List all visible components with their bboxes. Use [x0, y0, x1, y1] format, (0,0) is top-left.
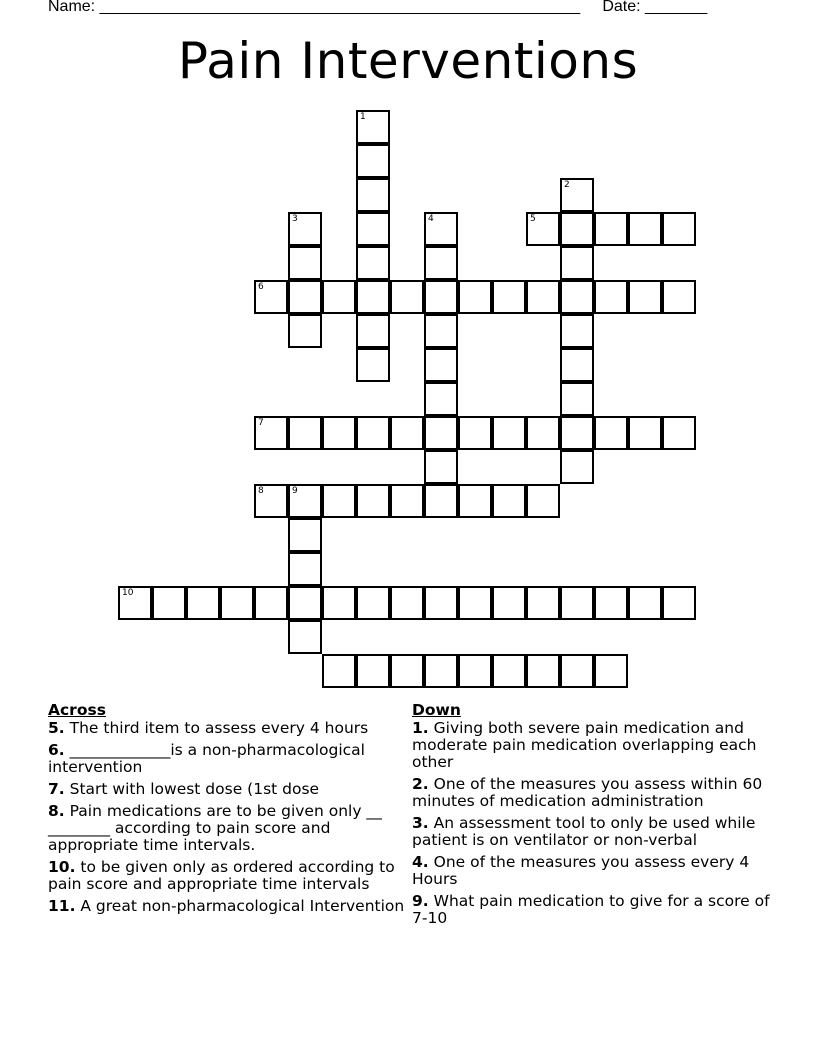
clue-num: 5.	[48, 719, 65, 737]
grid-cell[interactable]	[560, 212, 594, 246]
clue-text: One of the measures you assess within 60 minutes of medication administration	[412, 775, 763, 810]
grid-cell[interactable]	[356, 246, 390, 280]
clue-num: 2.	[412, 775, 429, 793]
grid-cell[interactable]	[560, 416, 594, 450]
grid-cell[interactable]	[560, 246, 594, 280]
grid-cell[interactable]	[390, 280, 424, 314]
grid-cell[interactable]	[254, 280, 288, 314]
clue-number: 2	[564, 180, 570, 190]
grid-cell[interactable]	[390, 586, 424, 620]
grid-cell[interactable]	[560, 382, 594, 416]
clue-number: 1	[360, 112, 366, 122]
grid-cell[interactable]	[424, 586, 458, 620]
clue-number: 8	[258, 486, 264, 496]
grid-cell[interactable]	[424, 416, 458, 450]
grid-cell[interactable]	[628, 212, 662, 246]
grid-cell[interactable]	[628, 586, 662, 620]
grid-cell[interactable]	[526, 654, 560, 688]
grid-cell[interactable]	[322, 586, 356, 620]
grid-cell[interactable]	[424, 212, 458, 246]
clue-num: 7.	[48, 780, 65, 798]
grid-cell[interactable]	[492, 416, 526, 450]
grid-cell[interactable]	[288, 552, 322, 586]
grid-cell[interactable]	[492, 484, 526, 518]
clue-text: Giving both severe pain medication and moderate pain medication overlapping each other	[412, 719, 757, 771]
clue-number: 5	[530, 214, 536, 224]
grid-cell[interactable]	[594, 586, 628, 620]
grid-cell[interactable]	[458, 654, 492, 688]
grid-cell[interactable]	[560, 654, 594, 688]
grid-cell[interactable]	[492, 654, 526, 688]
grid-cell[interactable]	[594, 654, 628, 688]
grid-cell[interactable]	[288, 246, 322, 280]
clue-num: 3.	[412, 814, 429, 832]
grid-cell[interactable]	[424, 314, 458, 348]
grid-cell[interactable]	[322, 484, 356, 518]
clue-text: _____________is a non-pharmacological intervention	[48, 741, 365, 776]
grid-cell[interactable]	[662, 416, 696, 450]
grid-cell[interactable]	[356, 144, 390, 178]
clue-number: 6	[258, 282, 264, 292]
across-clue	[48, 781, 410, 798]
clue-number: 4	[428, 214, 434, 224]
across-clue	[48, 742, 410, 776]
grid-cell[interactable]	[458, 586, 492, 620]
grid-cell[interactable]	[424, 382, 458, 416]
grid-cell[interactable]	[322, 280, 356, 314]
clue-number: 7	[258, 418, 264, 428]
grid-cell[interactable]	[560, 178, 594, 212]
grid-cell[interactable]	[526, 484, 560, 518]
grid-cell[interactable]	[594, 212, 628, 246]
grid-cell[interactable]	[356, 110, 390, 144]
grid-cell[interactable]	[390, 484, 424, 518]
clue-num: 11.	[48, 897, 76, 915]
grid-cell[interactable]	[492, 280, 526, 314]
grid-cell[interactable]	[560, 586, 594, 620]
grid-cell[interactable]	[628, 280, 662, 314]
grid-cell[interactable]	[288, 518, 322, 552]
clue-num: 8.	[48, 802, 65, 820]
clue-num: 6.	[48, 741, 65, 759]
clue-num: 9.	[412, 892, 429, 910]
grid-cell[interactable]	[322, 654, 356, 688]
grid-cell[interactable]	[356, 280, 390, 314]
grid-cell[interactable]	[458, 484, 492, 518]
grid-cell[interactable]	[526, 416, 560, 450]
grid-cell[interactable]	[424, 348, 458, 382]
clue-num: 1.	[412, 719, 429, 737]
grid-cell[interactable]	[254, 586, 288, 620]
page-title: Pain Interventions	[177, 32, 639, 90]
grid-cell[interactable]	[662, 212, 696, 246]
grid-cell[interactable]	[526, 280, 560, 314]
grid-cell[interactable]	[560, 348, 594, 382]
grid-cell[interactable]	[662, 280, 696, 314]
across-clue	[48, 720, 410, 737]
grid-cell[interactable]	[288, 620, 322, 654]
date-label: Date:	[602, 0, 641, 15]
grid-cell[interactable]	[288, 314, 322, 348]
grid-cell[interactable]	[288, 484, 322, 518]
grid-cell[interactable]	[526, 586, 560, 620]
clue-number: 3	[292, 214, 298, 224]
grid-cell[interactable]	[288, 280, 322, 314]
grid-cell[interactable]	[186, 586, 220, 620]
clue-num: 4.	[412, 853, 429, 871]
across-clues	[48, 702, 410, 920]
grid-cell[interactable]	[662, 586, 696, 620]
grid-cell[interactable]	[594, 416, 628, 450]
grid-cell[interactable]	[254, 484, 288, 518]
clue-text: to be given only as ordered according to pain score and appropriate time intervals	[48, 858, 395, 893]
grid-cell[interactable]	[526, 212, 560, 246]
down-clues	[412, 702, 772, 932]
grid-cell[interactable]	[424, 450, 458, 484]
across-clue	[48, 859, 410, 893]
down-heading: Down	[412, 701, 461, 719]
clue-text: Start with lowest dose (1st dose	[69, 780, 320, 798]
down-clue	[412, 720, 772, 771]
header-line	[48, 0, 707, 16]
down-clue	[412, 893, 772, 927]
grid-cell[interactable]	[288, 416, 322, 450]
grid-cell[interactable]	[254, 416, 288, 450]
clue-text: What pain medication to give for a score of 7-10	[412, 892, 770, 927]
grid-cell[interactable]	[356, 212, 390, 246]
clue-text: The third item to assess every 4 hours	[69, 719, 369, 737]
grid-cell[interactable]	[594, 280, 628, 314]
grid-cell[interactable]	[288, 586, 322, 620]
clue-number: 9	[292, 486, 298, 496]
date-blank[interactable]: _______	[645, 0, 708, 15]
grid-cell[interactable]	[390, 416, 424, 450]
grid-cell[interactable]	[424, 280, 458, 314]
grid-cell[interactable]	[492, 586, 526, 620]
grid-cell[interactable]	[118, 586, 152, 620]
clue-text: Pain medications are to be given only __ ________ according to pain score and appropriate time intervals.	[48, 802, 382, 854]
grid-cell[interactable]	[560, 280, 594, 314]
grid-cell[interactable]	[356, 348, 390, 382]
grid-cell[interactable]	[220, 586, 254, 620]
clue-number: 10	[122, 588, 134, 598]
across-clue	[48, 803, 410, 854]
name-label: Name:	[48, 0, 96, 15]
grid-cell[interactable]	[458, 416, 492, 450]
grid-cell[interactable]	[322, 416, 356, 450]
clue-text: An assessment tool to only be used while patient is on ventilator or non-verbal	[412, 814, 756, 849]
down-clue	[412, 815, 772, 849]
clue-num: 10.	[48, 858, 76, 876]
grid-cell[interactable]	[560, 450, 594, 484]
down-clue	[412, 854, 772, 888]
across-clue	[48, 898, 410, 915]
grid-cell[interactable]	[424, 654, 458, 688]
grid-cell[interactable]	[288, 212, 322, 246]
clue-text: A great non-pharmacological Intervention	[80, 897, 405, 915]
grid-cell[interactable]	[356, 484, 390, 518]
across-heading: Across	[48, 701, 106, 719]
grid-cell[interactable]	[628, 416, 662, 450]
grid-cell[interactable]	[424, 484, 458, 518]
grid-cell[interactable]	[356, 314, 390, 348]
grid-cell[interactable]	[356, 416, 390, 450]
grid-cell[interactable]	[390, 654, 424, 688]
name-blank[interactable]: ______________________________________________________	[99, 0, 581, 15]
grid-cell[interactable]	[356, 654, 390, 688]
grid-cell[interactable]	[152, 586, 186, 620]
grid-cell[interactable]	[356, 586, 390, 620]
clue-text: One of the measures you assess every 4 Hours	[412, 853, 750, 888]
down-clue	[412, 776, 772, 810]
grid-cell[interactable]	[424, 246, 458, 280]
grid-cell[interactable]	[458, 280, 492, 314]
grid-cell[interactable]	[560, 314, 594, 348]
grid-cell[interactable]	[356, 178, 390, 212]
